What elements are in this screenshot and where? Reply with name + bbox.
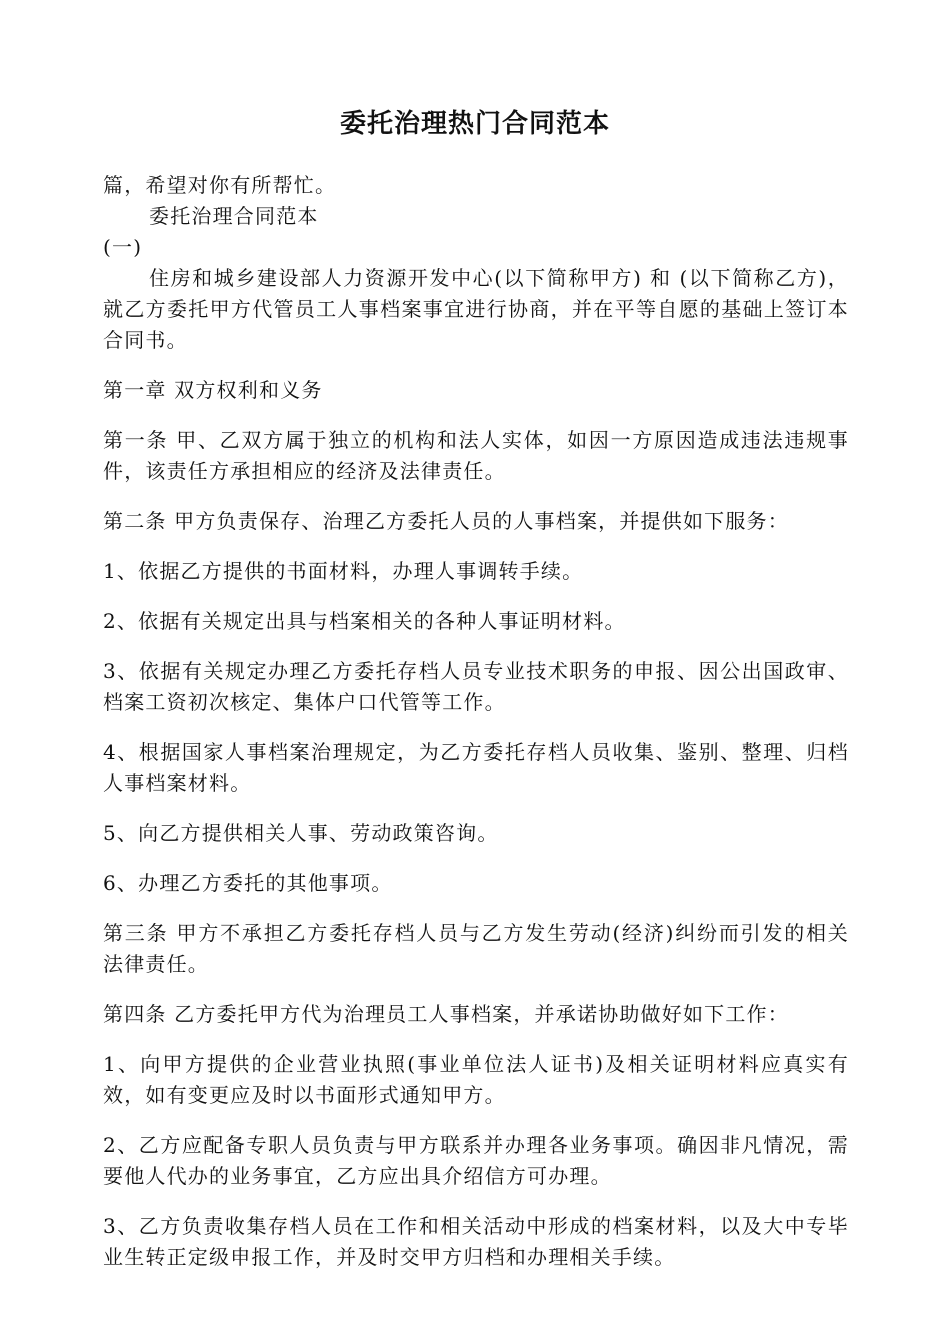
article-2-item-6: 6、办理乙方委托的其他事项。 bbox=[103, 871, 393, 895]
intro-line: 篇，希望对你有所帮忙。 bbox=[103, 173, 337, 197]
section-number: (一) bbox=[103, 235, 143, 259]
article-2-item-2: 2、依据有关规定出具与档案相关的各种人事证明材料。 bbox=[103, 609, 626, 633]
document-title: 委托治理热门合同范本 bbox=[339, 109, 610, 139]
article-2-item-4: 4、根据国家人事档案治理规定，为乙方委托存档人员收集、鉴别、整理、归档人事档案材料。 bbox=[103, 740, 849, 795]
article-2-item-5: 5、向乙方提供相关人事、劳动政策咨询。 bbox=[103, 821, 499, 845]
article-1: 第一条 甲、乙双方属于独立的机构和法人实体，如因一方原因造成违法违规事件，该责任方承担相应的经济及法律责任。 bbox=[103, 428, 849, 483]
document-body bbox=[103, 170, 849, 1273]
article-2-item-1: 1、依据乙方提供的书面材料，办理人事调转手续。 bbox=[103, 559, 584, 583]
chapter-heading: 第一章 双方权利和义务 bbox=[103, 378, 323, 402]
article-4-item-2: 2、乙方应配备专职人员负责与甲方联系并办理各业务事项。确因非凡情况，需要他人代办的业务事宜，乙方应出具介绍信方可办理。 bbox=[103, 1133, 849, 1188]
article-2: 第二条 甲方负责保存、治理乙方委托人员的人事档案，并提供如下服务： bbox=[103, 509, 789, 533]
article-3: 第三条 甲方不承担乙方委托存档人员与乙方发生劳动(经济)纠纷而引发的相关法律责任。 bbox=[103, 921, 849, 976]
contract-subtitle: 委托治理合同范本 bbox=[149, 204, 319, 228]
article-2-item-3: 3、依据有关规定办理乙方委托存档人员专业技术职务的申报、因公出国政审、档案工资初次核定、集体户口代管等工作。 bbox=[103, 659, 849, 714]
article-4-item-1: 1、向甲方提供的企业营业执照(事业单位法人证书)及相关证明材料应真实有效，如有变更应及时以书面形式通知甲方。 bbox=[103, 1052, 849, 1107]
article-4: 第四条 乙方委托甲方代为治理员工人事档案，并承诺协助做好如下工作： bbox=[103, 1002, 789, 1026]
preamble-paragraph: 住房和城乡建设部人力资源开发中心(以下简称甲方) 和 (以下简称乙方)，就乙方委托甲方代管员工人事档案事宜进行协商，并在平等自愿的基础上签订本合同书。 bbox=[103, 266, 849, 352]
article-4-item-3: 3、乙方负责收集存档人员在工作和相关活动中形成的档案材料，以及大中专毕业生转正定级申报工作，并及时交甲方归档和办理相关手续。 bbox=[103, 1214, 849, 1269]
